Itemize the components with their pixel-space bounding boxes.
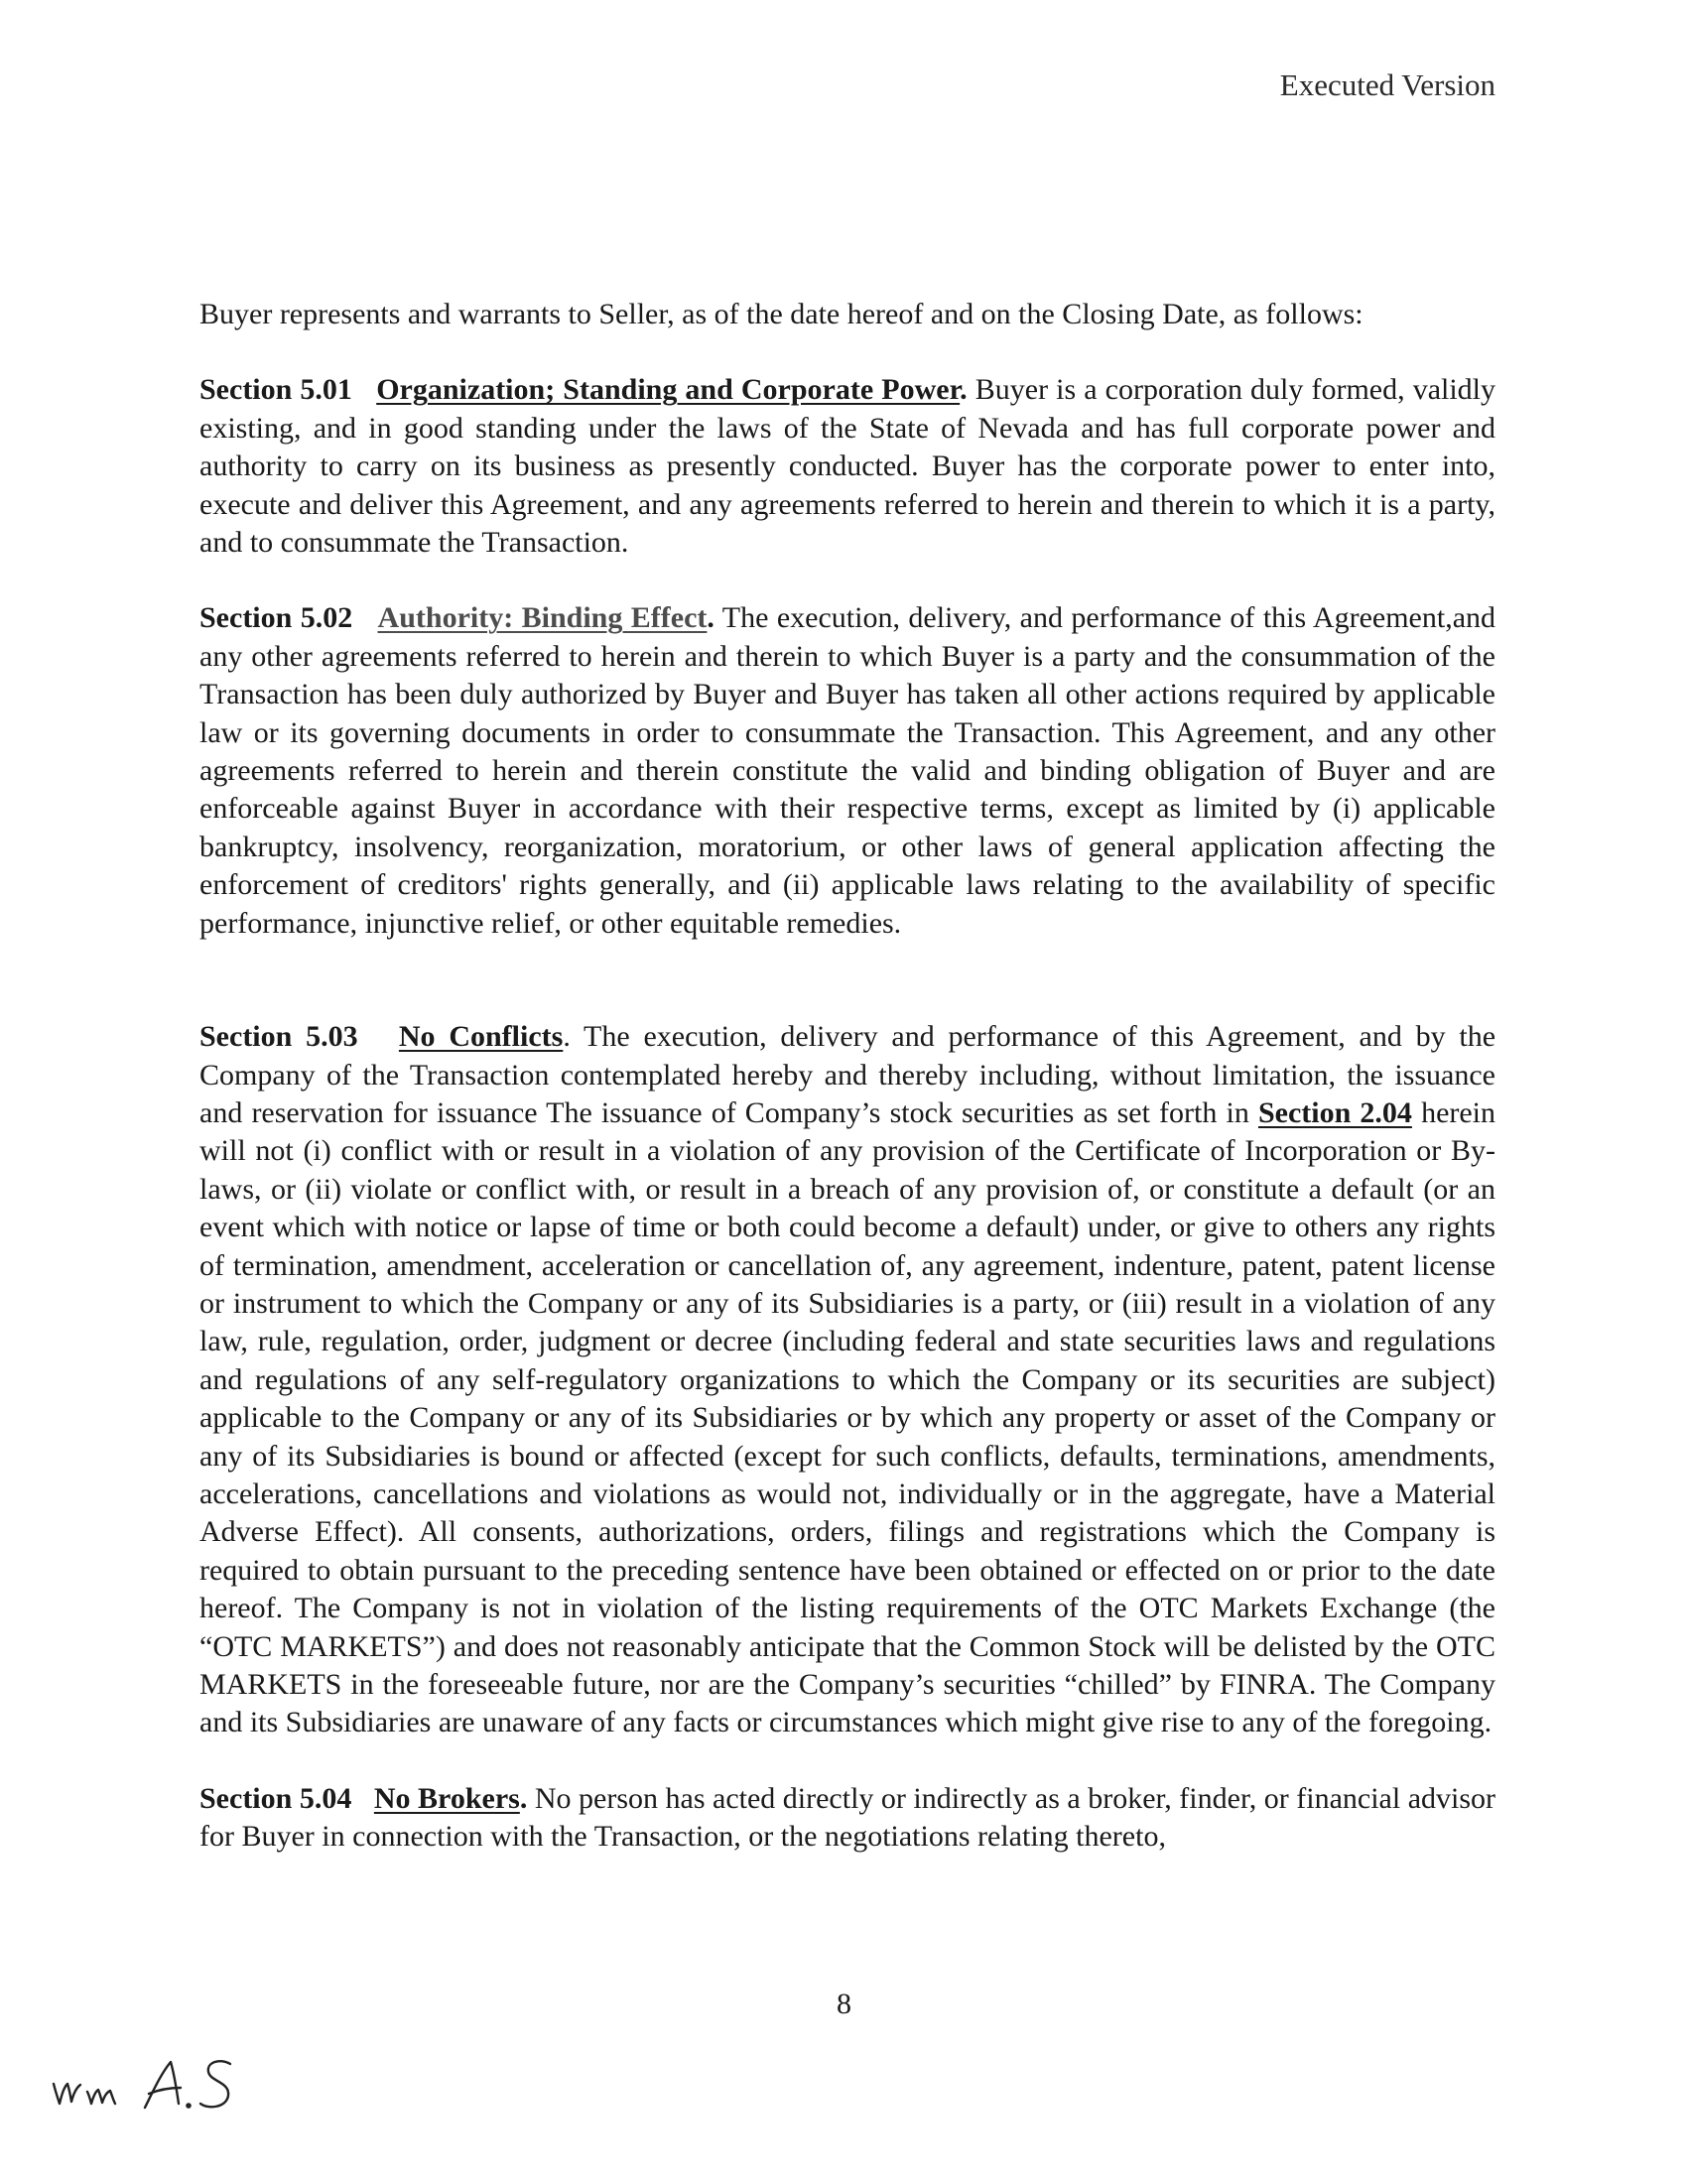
section-title: Organization; Standing and Corporate Power [376,373,961,407]
page-number: 8 [837,1988,851,2020]
intro-paragraph: Buyer represents and warrants to Seller, as of the date hereof and on the Closing Date, as follows: [199,298,1363,330]
section-number: Section 5.02 [199,601,353,635]
section-body: The execution, delivery, and performance of this Agreement,and any other agreements referred to herein and therein to which Buyer is a party and the consummation of the Transaction has been duly authorized by Buyer and Buyer has taken all other actions required by applicable law or its governing documents in order to consummate the Transaction. This Agreement, and any other agreements referred to herein and therein constitute the valid and binding obligation of Buyer and are enforceable against Buyer in accordance with their respective terms, except as limited by (i) applicable bankruptcy, insolvency, reorganization, moratorium, or other laws of general application affecting the enforcement of creditors' rights generally, and (ii) applicable laws relating to the availability of specific performance, injunctive relief, or other equitable remedies. [199,601,1496,940]
section-reference: Section 2.04 [1257,1095,1412,1129]
section-number: Section 5.04 [199,1781,352,1815]
section-body-after-ref: herein will not (i) conflict with or result in a violation of any provision of the Certificate of Incorporation or By-laws, or (ii) violate or conflict with, or result in a breach of any provision of, or constitute a default (or an event which with notice or lapse of time or both could become a default) under, or give to others any rights of termination, amendment, acceleration or cancellation of, any agreement, indenture, patent, patent license or instrument to which the Company or any of its Subsidiaries is a party, or (iii) result in a violation of any law, rule, regulation, order, judgment or decree (including federal and state securities laws and regulations and regulations of any self-regulatory organizations to which the Company or its securities are subject) applicable to the Company or any of its Subsidiaries or by which any property or asset of the Company or any of its Subsidiaries is bound or affected (except for such conflicts, defaults, terminations, amendments, accelerations, cancellations and violations as would not, individually or in the aggregate, have a Material Adverse Effect). All consents, authorizations, orders, filings and registrations which the Company is required to obtain pursuant to the preceding sentence have been obtained or effected on or prior to the date hereof. The Company is not in violation of the listing requirements of the OTC Markets Exchange (the “OTC MARKETS”) and does not reasonably anticipate that the Common Stock will be delisted by the OTC MARKETS in the foreseeable future, nor are the Company’s securities “chilled” by FINRA. The Company and its Subsidiaries are unaware of any facts or circumstances which might give rise to any of the foregoing. [199,1095,1496,1739]
section-5-01 [199,371,1495,562]
section-title: Authority: Binding Effect [377,601,708,635]
document-body [199,296,1495,1857]
section-5-02 [199,599,1495,943]
section-title-punct: . [960,373,968,407]
section-title-punct: . [707,601,714,635]
section-5-03 [199,1018,1495,1742]
section-title-punct: . [563,1020,571,1054]
handwritten-initials [46,2042,264,2121]
version-label: Executed Version [1279,67,1495,102]
section-body-before-ref: The execution, delivery and performance of this Agreement, and by the Company of the Transaction contemplated hereby and thereby including, without limitation, the issuance and reservation for issuance The issuance of Company’s stock securities as set forth in [199,1020,1496,1129]
section-title: No Conflicts [398,1020,564,1054]
section-title: No Brokers [373,1781,520,1815]
section-number: Section 5.01 [199,373,352,407]
section-title-punct: . [519,1781,528,1815]
section-5-04 [199,1780,1495,1857]
section-body: Buyer is a corporation duly formed, validly existing, and in good standing under the laws of the State of Nevada and has full corporate power and authority to carry on its business as presently conducted. Buyer has the corporate power to enter into, execute and deliver this Agreement, and any agreements referred to herein and therein to which it is a party, and to consummate the Transaction. [199,373,1496,560]
section-body: No person has acted directly or indirectly as a broker, finder, or financial advisor for Buyer in connection with the Transaction, or the negotiations relating thereto, [199,1781,1496,1854]
section-number: Section 5.03 [199,1020,358,1054]
